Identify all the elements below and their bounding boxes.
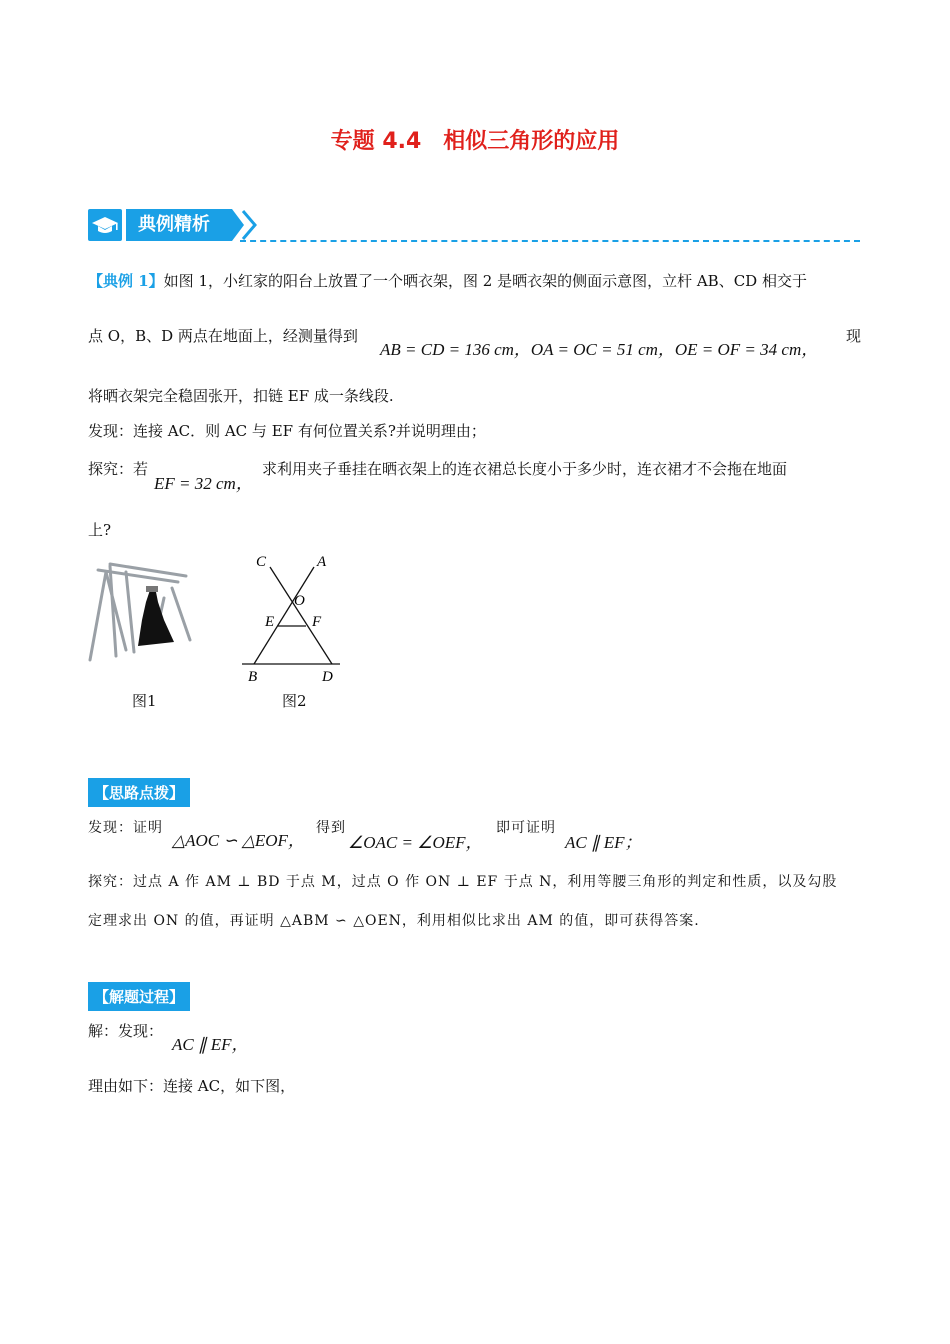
- line-CD: [270, 567, 332, 664]
- label-D: D: [322, 669, 333, 685]
- line-AB: [254, 567, 314, 664]
- example-line-4: 发现：连接 AC．则 AC 与 EF 有何位置关系?并说明理由；: [88, 422, 486, 440]
- solution-parallel: AC ∥ EF，: [172, 1035, 249, 1054]
- section-header: 典例精析: [126, 209, 232, 241]
- label-E: E: [265, 614, 275, 630]
- hint-line-1a: 发现：证明: [88, 820, 163, 836]
- label-O: O: [294, 593, 305, 609]
- example-line-2-end: 现: [846, 327, 862, 345]
- chevron-right-icon: [240, 209, 258, 241]
- figure-1-drying-rack: [86, 558, 196, 666]
- caption-figure-1: 图1: [132, 692, 157, 710]
- figure-2-diagram: [240, 550, 350, 685]
- solution-tag: 【解题过程】: [88, 982, 190, 1011]
- hint-line-1b: 得到: [316, 820, 346, 836]
- page-title: 专题 4.4 相似三角形的应用: [330, 129, 620, 154]
- example-tag: 【典例 1】: [88, 272, 164, 290]
- example-line-6: 上?: [88, 521, 112, 539]
- example-measurements: AB = CD = 136 cm，OA = OC = 51 cm，OE = OF = 34 cm，: [380, 340, 819, 359]
- example-ef-length: EF = 32 cm，: [154, 474, 253, 493]
- label-A: A: [317, 554, 327, 570]
- example-line-5b: 求利用夹子垂挂在晒衣架上的连衣裙总长度小于多少时，连衣裙才不会拖在地面: [262, 460, 788, 478]
- hint-line-3: 定理求出 ON 的值，再证明 △ABM ∽ △OEN，利用相似比求出 AM 的值，即可获得答案.: [88, 913, 700, 929]
- hint-line-1c: 即可证明: [496, 820, 556, 836]
- solution-line-1a: 解：发现：: [88, 1022, 164, 1040]
- example-line-2: 点 O，B、D 两点在地面上，经测量得到: [88, 327, 358, 345]
- graduation-cap-icon: [88, 209, 122, 241]
- caption-figure-2: 图2: [282, 692, 307, 710]
- label-C: C: [256, 554, 267, 570]
- label-B: B: [248, 669, 258, 685]
- example-line-5a: 探究：若: [88, 460, 149, 478]
- hint-parallel: AC ∥ EF；: [565, 833, 642, 852]
- divider: [240, 240, 860, 242]
- label-F: F: [312, 614, 322, 630]
- hint-equal-angles: ∠OAC = ∠OEF，: [348, 833, 483, 852]
- example-line-3: 将晒衣架完全稳固张开，扣链 EF 成一条线段.: [88, 387, 394, 405]
- solution-line-2: 理由如下：连接 AC，如下图，: [88, 1077, 296, 1095]
- hint-line-2: 探究：过点 A 作 AM ⊥ BD 于点 M，过点 O 作 ON ⊥ EF 于点 N，利用等腰三角形的判定和性质，以及勾股: [88, 874, 838, 890]
- hint-similar-triangles: △AOC ∽ △EOF，: [172, 831, 305, 850]
- example-line-1: 【典例 1】如图 1，小红家的阳台上放置了一个晒衣架，图 2 是晒衣架的侧面示意图，立杆 AB、CD 相交于: [88, 272, 807, 290]
- hint-tag: 【思路点拨】: [88, 778, 190, 807]
